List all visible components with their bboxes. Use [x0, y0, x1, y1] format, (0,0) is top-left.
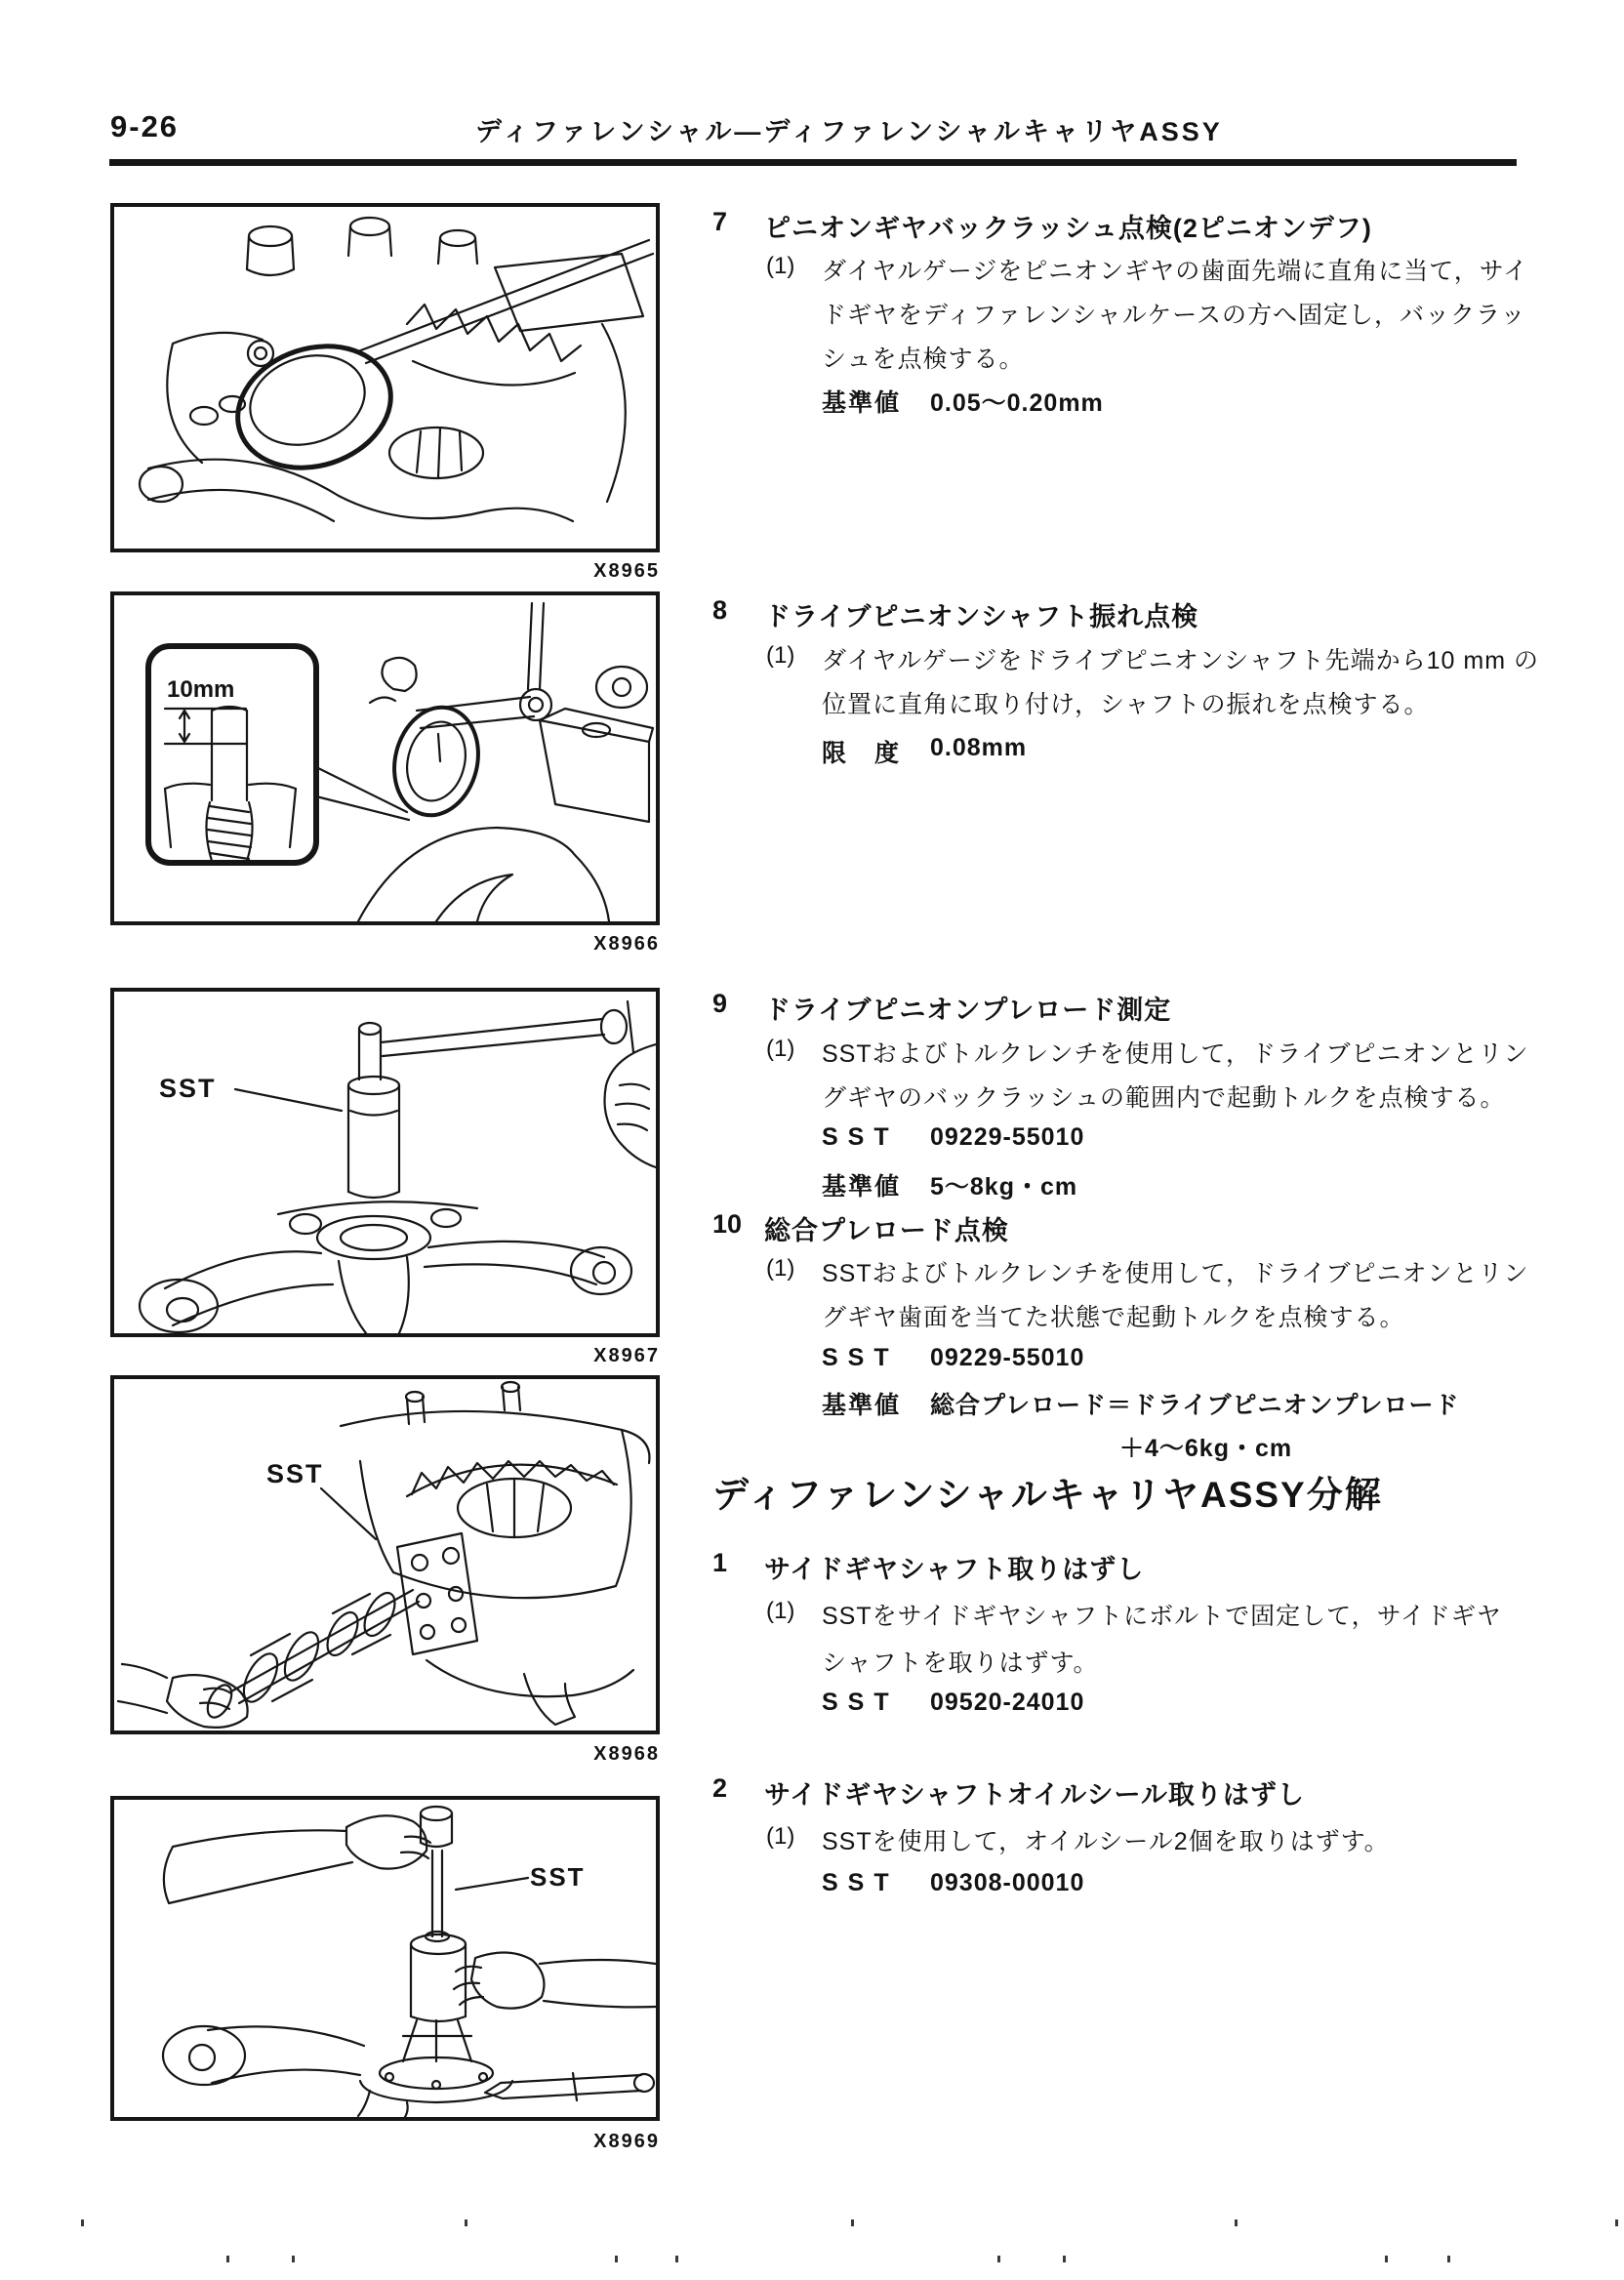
figure-illustration: [114, 1800, 656, 2117]
spec-label: 基準値: [822, 389, 902, 417]
sst-callout-label: SST: [266, 1459, 324, 1488]
sst-value: 09229-55010: [930, 1344, 1085, 1371]
spec-label: 基準値: [822, 1173, 902, 1201]
figure-illustration: [114, 992, 656, 1333]
sst-callout-label: SST: [530, 1862, 586, 1892]
section-title: 総合プレロード点検: [764, 1216, 1009, 1245]
scan-mark: [675, 2256, 678, 2262]
scan-mark: [465, 2219, 467, 2226]
step-line: シャフトを取りはずす。: [822, 1649, 1099, 1677]
step-line: シュを点検する。: [822, 346, 1025, 373]
header-rule: [109, 159, 1517, 166]
figure-code-label: X8967: [593, 1345, 660, 1366]
figure-dial-gauge-on-pinion-shaft: [110, 591, 660, 925]
step-number: (1): [766, 1823, 795, 1850]
page-header-title: ディファレンシャル―ディファレンシャルキャリヤASSY: [475, 117, 1223, 146]
scan-mark: [1447, 2256, 1450, 2262]
step-line: グギヤ歯面を当てた状態で起動トルクを点検する。: [822, 1304, 1405, 1331]
scan-mark: [1063, 2256, 1066, 2262]
section-title: ドライブピニオンシャフト振れ点検: [764, 602, 1199, 631]
inset-dimension-label: 10mm: [167, 676, 235, 703]
sst-value: 09520-24010: [930, 1689, 1085, 1716]
figure-illustration: [114, 207, 656, 549]
scan-mark: [615, 2256, 618, 2262]
section-title: サイドギヤシャフト取りはずし: [764, 1555, 1145, 1584]
spec-value: 総合プレロード＝ドライブピニオンプレロード: [930, 1392, 1460, 1419]
step-number: (1): [766, 253, 795, 279]
step-line: グギヤのバックラッシュの範囲内で起動トルクを点検する。: [822, 1084, 1506, 1112]
figure-illustration: [114, 595, 656, 921]
section-pinion-preload-measurement: [712, 989, 1552, 1208]
section-pinion-shaft-runout-check: [712, 595, 1552, 781]
scan-mark: [1235, 2219, 1238, 2226]
scan-mark: [997, 2256, 1000, 2262]
section-total-preload-check: [712, 1209, 1552, 1468]
section-number: 8: [712, 595, 728, 625]
sst-label: SST: [822, 1344, 899, 1371]
step-line: 位置に直角に取り付け，シャフトの振れを点検する。: [822, 691, 1430, 718]
section-number: 9: [712, 989, 728, 1018]
step-line: SSTを使用して，オイルシール2個を取りはずす。: [822, 1828, 1390, 1855]
step-number: (1): [766, 1255, 795, 1282]
scan-mark: [851, 2219, 854, 2226]
section-number: 1: [712, 1548, 728, 1577]
sst-value: 09308-00010: [930, 1869, 1085, 1896]
disassembly-section-title: ディファレンシャルキャリヤASSY分解: [712, 1475, 1383, 1515]
sst-label: SST: [822, 1123, 899, 1151]
step-line: SSTおよびトルクレンチを使用して，ドライブピニオンとリン: [822, 1040, 1529, 1068]
step-number: (1): [766, 1036, 795, 1062]
spec-value: 5～8kg・cm: [930, 1173, 1078, 1201]
section-title: ドライブピニオンプレロード測定: [764, 996, 1172, 1025]
step-line: SSTをサイドギヤシャフトにボルトで固定して，サイドギヤ: [822, 1603, 1502, 1630]
figure-sst-preload-measurement: [110, 988, 660, 1337]
figure-sst-side-gear-shaft-removal: [110, 1375, 660, 1734]
spec-value-continuation: ＋4～6kg・cm: [1119, 1435, 1293, 1462]
scan-mark: [226, 2256, 229, 2262]
sst-callout-label: SST: [159, 1074, 217, 1103]
section-side-gear-shaft-oil-seal-removal: [712, 1773, 1552, 1920]
scan-mark: [292, 2256, 295, 2262]
spec-value: 0.08mm: [930, 734, 1028, 761]
scan-mark: [1615, 2219, 1618, 2226]
figure-dial-gauge-on-pinion-gear: [110, 203, 660, 552]
step-line: SSTおよびトルクレンチを使用して，ドライブピニオンとリン: [822, 1260, 1529, 1287]
section-title: サイドギヤシャフトオイルシール取りはずし: [764, 1780, 1305, 1810]
step-line: ダイヤルゲージをピニオンギヤの歯面先端に直角に当て，サイ: [822, 258, 1529, 285]
step-number: (1): [766, 642, 795, 669]
scan-mark: [81, 2219, 84, 2226]
section-title: ピニオンギヤバックラッシュ点検(2ピニオンデフ): [764, 214, 1372, 243]
section-side-gear-shaft-removal: [712, 1548, 1552, 1733]
figure-code-label: X8965: [593, 560, 660, 582]
sst-value: 09229-55010: [930, 1123, 1085, 1151]
step-number: (1): [766, 1598, 795, 1624]
figure-code-label: X8969: [593, 2131, 660, 2152]
section-number: 10: [712, 1209, 743, 1239]
page-number: 9-26: [110, 109, 180, 143]
step-line: ダイヤルゲージをドライブピニオンシャフト先端から10 mm の: [822, 647, 1539, 674]
scan-mark: [1385, 2256, 1388, 2262]
figure-sst-oil-seal-removal: [110, 1796, 660, 2121]
spec-label: 限 度: [822, 740, 902, 767]
spec-value: 0.05～0.20mm: [930, 389, 1104, 417]
figure-code-label: X8968: [593, 1743, 660, 1765]
section-number: 7: [712, 207, 728, 236]
figure-illustration: [114, 1379, 656, 1730]
step-line: ドギヤをディファレンシャルケースの方へ固定し，バックラッ: [822, 302, 1526, 329]
section-pinion-backlash-check: [712, 207, 1552, 431]
section-number: 2: [712, 1773, 728, 1803]
sst-label: SST: [822, 1869, 899, 1896]
sst-label: SST: [822, 1689, 899, 1716]
figure-code-label: X8966: [593, 933, 660, 955]
spec-label: 基準値: [822, 1392, 902, 1419]
